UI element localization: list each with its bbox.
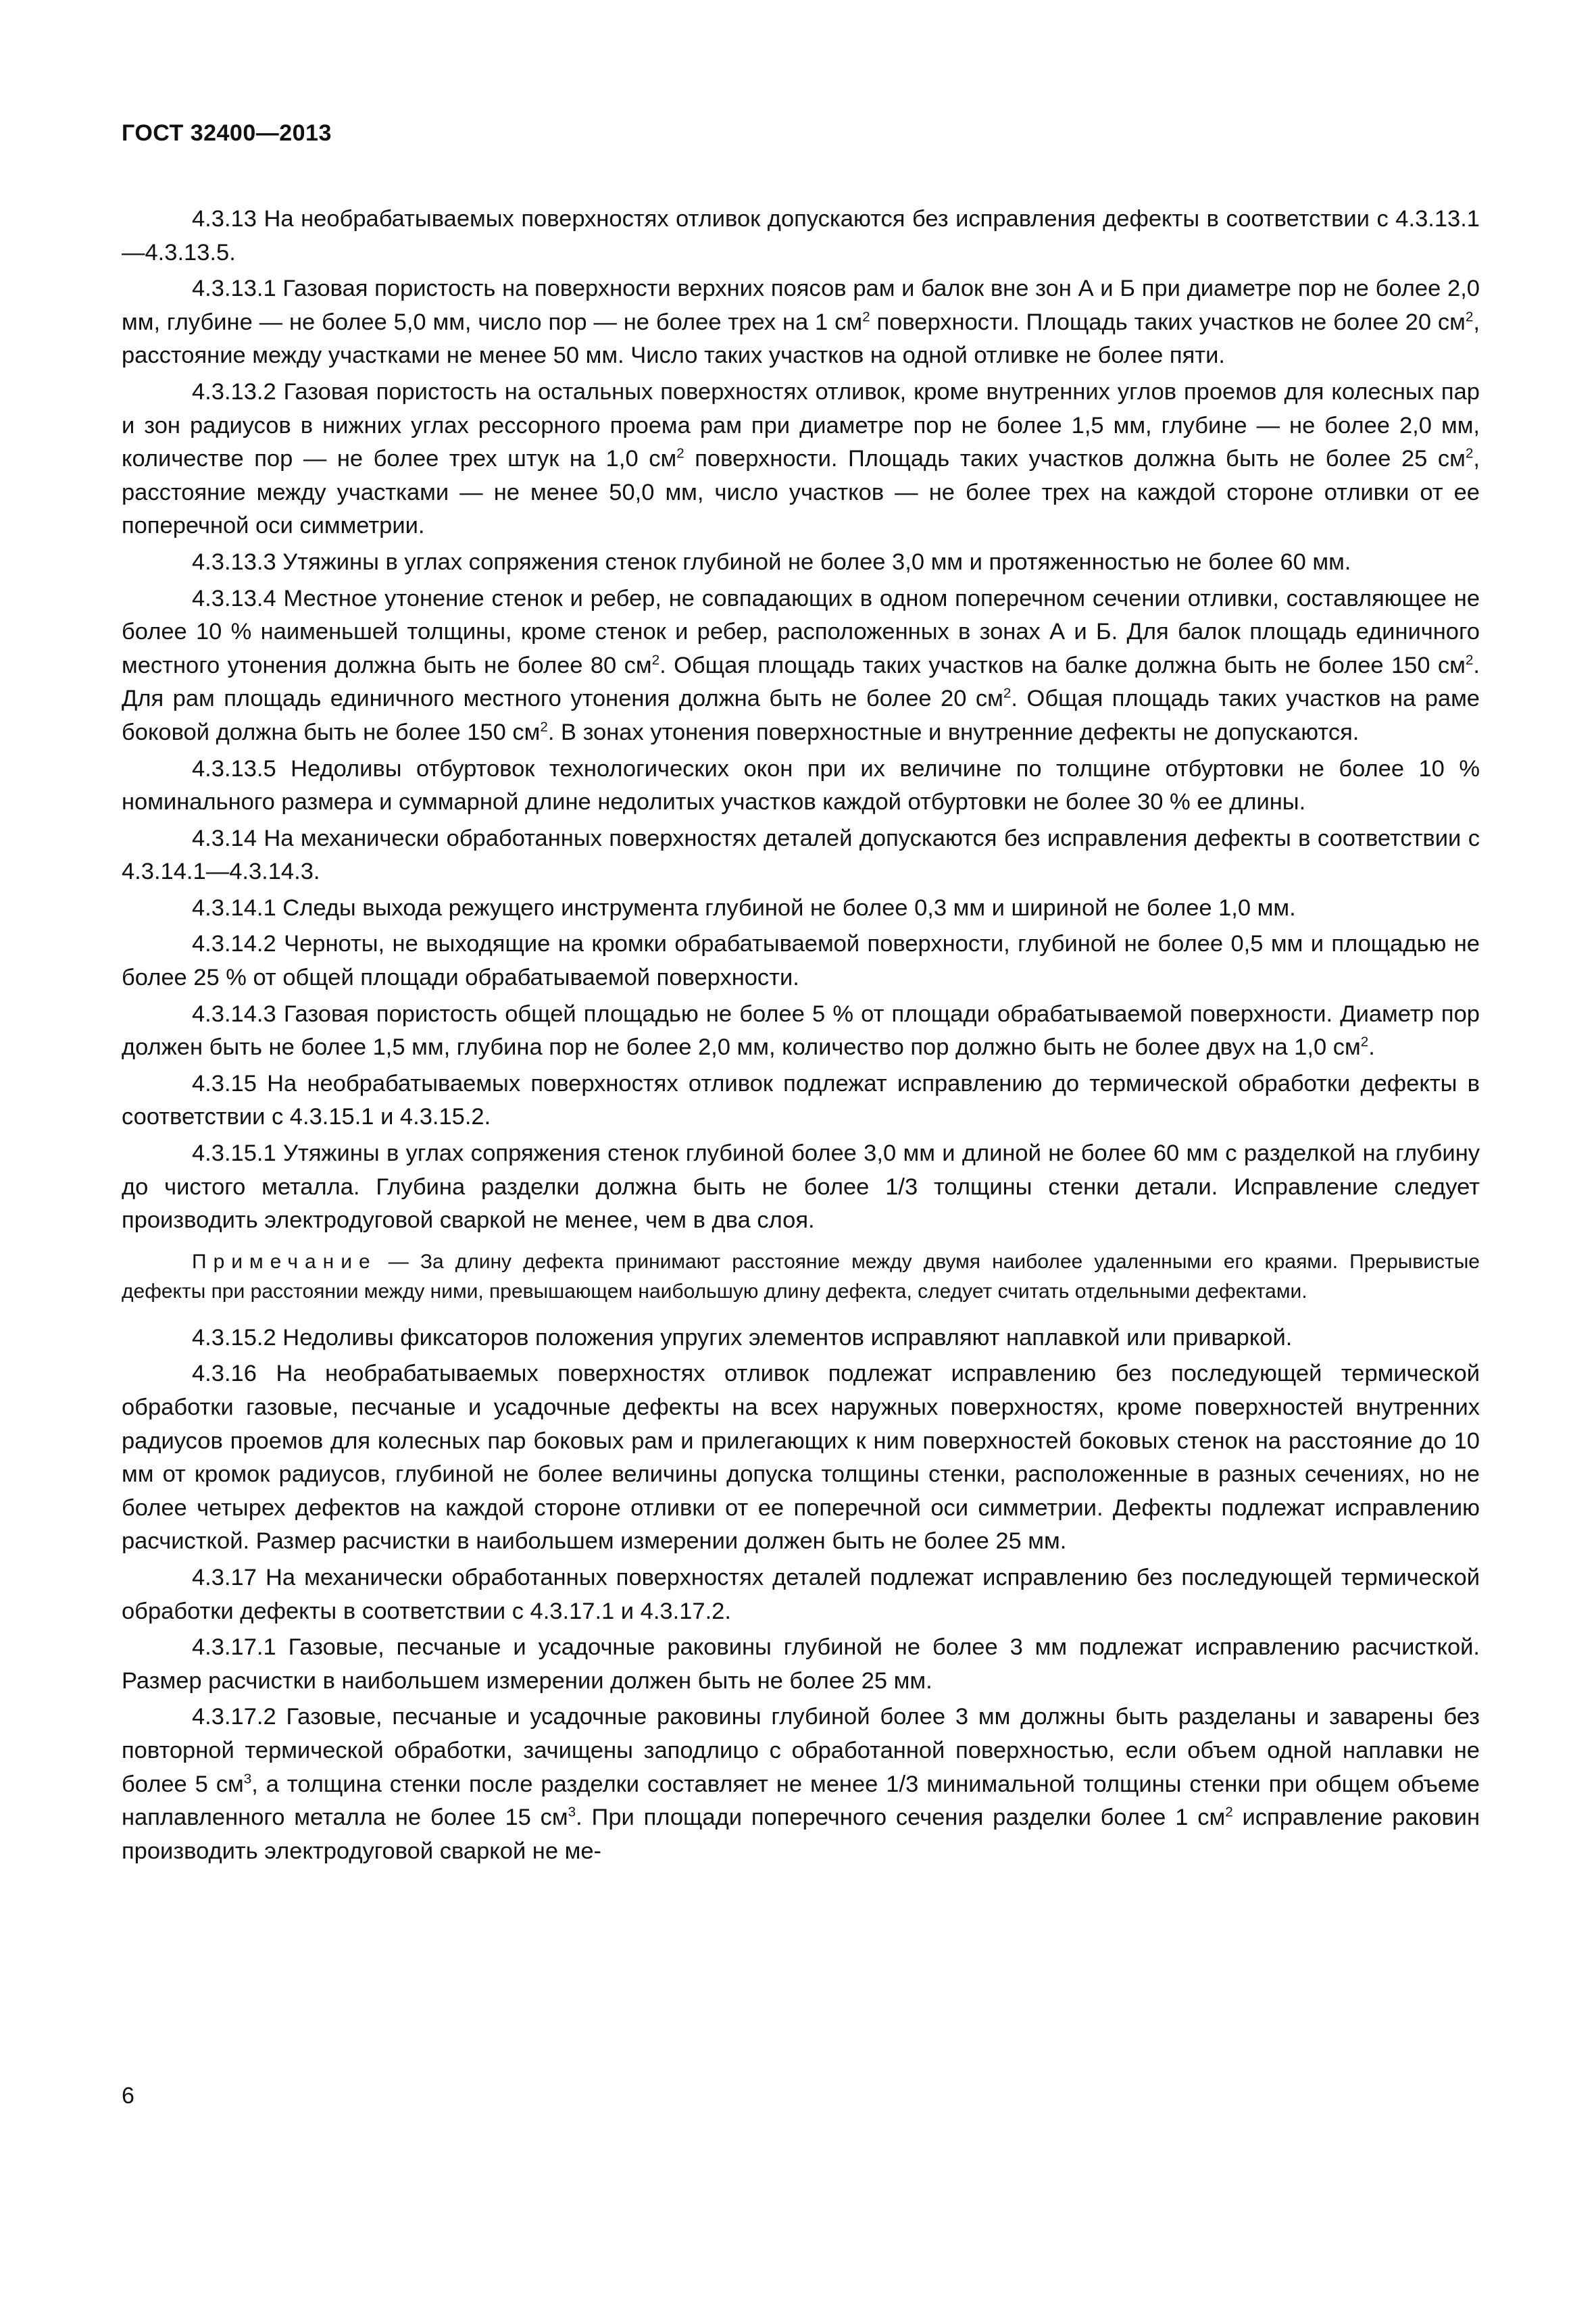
text: 4.3.14.1 Следы выхода режущего инструмента глубиной не более 0,3 мм и шириной не более 1,0 мм. xyxy=(192,895,1296,921)
text: . Для рам площадь единичного местного утонения должна быть не более 20 см xyxy=(122,652,1480,712)
text: 4.3.14.3 Газовая пористость общей площадью не более 5 % от площади обрабатываемой поверхности. Диаметр пор должен быть не более 1,5 мм, глубина пор не более 2,0 мм, количество пор должно быть не более двух на 1,0 см xyxy=(122,1001,1480,1061)
text: 4.3.15 На необрабатываемых поверхностях отливок подлежат исправлению до термической обработки дефекты в соответствии с 4.3.15.1 и 4.3.15.2. xyxy=(122,1070,1480,1130)
paragraph-4-3-13-5 xyxy=(122,753,1480,820)
paragraph-4-3-17 xyxy=(122,1561,1480,1628)
paragraph-4-3-14-2 xyxy=(122,928,1480,995)
text: . xyxy=(1368,1034,1375,1061)
paragraph-4-3-13 xyxy=(122,203,1480,270)
text: 4.3.13.5 Недоливы отбуртовок технологических окон при их величине по толщине отбуртовки не более 10 % номинального размера и суммарной длине недолитых участков каждой отбуртовки не более 30 % ее длины. xyxy=(122,755,1480,815)
text: , расстояние между участками не менее 50 мм. Число таких участков на одной отливке не более пяти. xyxy=(122,309,1480,369)
paragraph-4-3-13-4 xyxy=(122,582,1480,750)
note-text: — За длину дефекта принимают расстояние между двумя наиболее удаленными его краями. Прерывистые дефекты при расстоянии между ними, превышающем наибольшую длину дефекта, следует считать отдельными дефектами. xyxy=(122,1250,1480,1303)
superscript: 3 xyxy=(243,1771,252,1787)
text: 4.3.14.2 Черноты, не выходящие на кромки обрабатываемой поверхности, глубиной не более 0,5 мм и площадью не более 25 % от общей площади обрабатываемой поверхности. xyxy=(122,931,1480,991)
superscript: 3 xyxy=(568,1804,576,1820)
text: 4.3.15.2 Недоливы фиксаторов положения упругих элементов исправляют наплавкой или приваркой. xyxy=(192,1324,1293,1351)
text: исправление раковин производить электродуговой сваркой не ме- xyxy=(122,1805,1480,1864)
text: поверхности. Площадь таких участков не более 20 см xyxy=(870,309,1466,335)
text: . В зонах утонения поверхностные и внутренние дефекты не допускаются. xyxy=(547,719,1360,745)
text: . Общая площадь таких участков на раме боковой должна быть не более 150 см xyxy=(122,686,1480,745)
superscript: 2 xyxy=(862,309,870,325)
text: 4.3.13.1 Газовая пористость на поверхности верхних поясов рам и балок вне зон А и Б при диаметре пор не более 2,0 мм, глубине — не более 5,0 мм, число пор — не более трех на 1 см xyxy=(122,276,1480,335)
paragraph-4-3-15-1 xyxy=(122,1137,1480,1238)
text: 4.3.13.2 Газовая пористость на остальных поверхностях отливок, кроме внутренних углов проемов для колесных пар и зон радиусов в нижних углах рессорного проема рам при диаметре пор не более 1,5 мм, глубине — не более 2,0 мм, количестве пор — не более трех штук на 1,0 см xyxy=(122,378,1480,472)
superscript: 2 xyxy=(676,445,684,461)
paragraph-4-3-13-3 xyxy=(122,546,1480,580)
paragraph-4-3-13-2 xyxy=(122,376,1480,543)
paragraph-4-3-17-1 xyxy=(122,1631,1480,1698)
paragraph-4-3-14-1 xyxy=(122,892,1480,926)
paragraph-4-3-13-1 xyxy=(122,272,1480,373)
text: поверхности. Площадь таких участков должна быть не более 25 см xyxy=(684,446,1466,472)
text: 4.3.13.3 Утяжины в углах сопряжения стенок глубиной не более 3,0 мм и протяженностью не более 60 мм. xyxy=(192,549,1351,575)
text: 4.3.16 На необрабатываемых поверхностях отливок подлежат исправлению без последующей термической обработки газовые, песчаные и усадочные дефекты на всех наружных поверхностях, кроме поверхностей внутренних радиусов проемов для колесных пар боковых рам и прилегающих к ним поверхностей боковых стенок на расстояние до 10 мм от кромок радиусов, глубиной не более величины допуска толщины стенки, расположенные в разных сечениях, но не более четырех дефектов на каждой стороне отливки от ее поперечной оси симметрии. Дефекты подлежат исправлению расчисткой. Размер расчистки в наибольшем измерении должен быть не более 25 мм. xyxy=(122,1361,1480,1555)
paragraph-4-3-15 xyxy=(122,1067,1480,1134)
superscript: 2 xyxy=(1465,309,1474,325)
document-body xyxy=(122,203,1480,1871)
text: 4.3.14 На механически обработанных поверхностях деталей допускаются без исправления дефекты в соответствии с 4.3.14.1—4.3.14.3. xyxy=(122,825,1480,885)
paragraph-4-3-15-2 xyxy=(122,1322,1480,1355)
superscript: 2 xyxy=(540,719,548,735)
text: 4.3.15.1 Утяжины в углах сопряжения стенок глубиной более 3,0 мм и длиной не более 60 мм с разделкой на глубину до чистого металла. Глубина разделки должна быть не более 1/3 толщины стенки детали. Исправление следует производить электродуговой сваркой не менее, чем в два слоя. xyxy=(122,1140,1480,1234)
note xyxy=(122,1247,1480,1307)
superscript: 2 xyxy=(1465,652,1474,668)
paragraph-4-3-14 xyxy=(122,822,1480,889)
page-number: 6 xyxy=(122,2083,134,2109)
text: . Общая площадь таких участков на балке должна быть не более 150 см xyxy=(659,652,1466,678)
text: , расстояние между участками — не менее 50,0 мм, число участков — не более трех на каждой стороне отливки от ее поперечной оси симметрии. xyxy=(122,446,1480,539)
text: 4.3.13.4 Местное утонение стенок и ребер, не совпадающих в одном поперечном сечении отливки, составляющее не более 10 % наименьшей толщины, кроме стенок и ребер, расположенных в зонах А и Б. Для балок площадь единичного местного утонения должна быть не более 80 см xyxy=(122,585,1480,678)
superscript: 2 xyxy=(651,652,660,668)
text: 4.3.17 На механически обработанных поверхностях деталей подлежат исправлению без последующей термической обработки дефекты в соответствии с 4.3.17.1 и 4.3.17.2. xyxy=(122,1564,1480,1624)
superscript: 2 xyxy=(1003,685,1012,701)
text: . При площади поперечного сечения разделки более 1 см xyxy=(576,1805,1226,1831)
text: 4.3.17.1 Газовые, песчаные и усадочные раковины глубиной не более 3 мм подлежат исправлению расчисткой. Размер расчистки в наибольшем измерении должен быть не более 25 мм. xyxy=(122,1634,1480,1694)
note-label: Примечание xyxy=(192,1250,377,1273)
text: , а толщина стенки после разделки составляет не менее 1/3 минимальной толщины стенки при общем объеме наплавленного металла не более 15 см xyxy=(122,1771,1480,1831)
superscript: 2 xyxy=(1465,445,1474,461)
paragraph-4-3-14-3 xyxy=(122,998,1480,1065)
superscript: 2 xyxy=(1225,1804,1233,1820)
superscript: 2 xyxy=(1360,1034,1369,1050)
paragraph-4-3-17-2 xyxy=(122,1701,1480,1868)
paragraph-4-3-16 xyxy=(122,1357,1480,1559)
text: 4.3.13 На необрабатываемых поверхностях отливок допускаются без исправления дефекты в соответствии с 4.3.13.1—4.3.13.5. xyxy=(122,206,1480,266)
document-header: ГОСТ 32400—2013 xyxy=(122,120,332,146)
text: 4.3.17.2 Газовые, песчаные и усадочные раковины глубиной более 3 мм должны быть разделаны и заварены без повторной термической обработки, зачищены заподлицо с обработанной поверхностью, если объем одной наплавки не более 5 см xyxy=(122,1704,1480,1797)
